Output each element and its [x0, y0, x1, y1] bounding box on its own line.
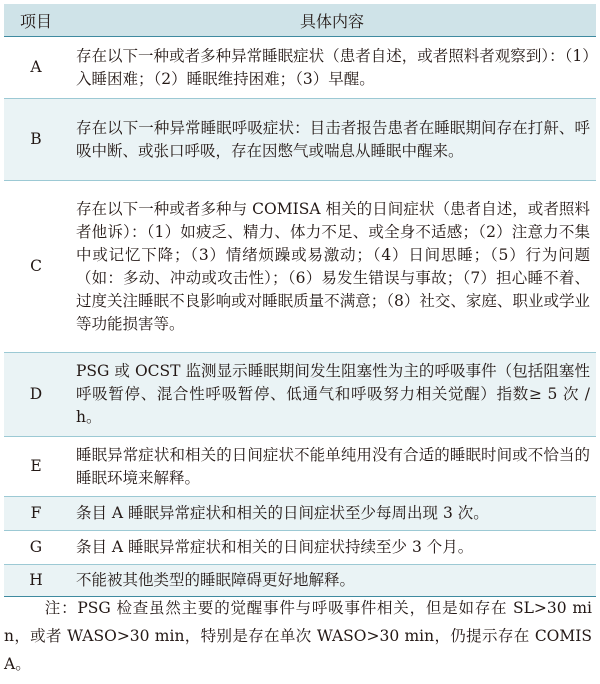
table-row	[4, 565, 596, 597]
row-content: 存在以下一种或者多种与 COMISA 相关的日间症状（患者自述，或者照料者他诉）：（1）如疲乏、精力、体力不足、或全身不适感；（2）注意力不集中或记忆下降；（3）情绪烦躁或易激动；（4）日间思睡；（5）行为问题（如：多动、冲动或攻击性）；（6）易发生错误与事故；（7）担心睡不着、过度关注睡眠不良影响或对睡眠质量不满意；（8）社交、家庭、职业或学业等功能损害等。	[68, 181, 596, 353]
row-content: 睡眠异常症状和相关的日间症状不能单纯用没有合适的睡眠时间或不恰当的睡眠环境来解释。	[68, 437, 596, 497]
row-item-label: E	[4, 437, 68, 497]
row-content: 条目 A 睡眠异常症状和相关的日间症状至少每周出现 3 次。	[68, 497, 596, 531]
note-text: 注：PSG 检查虽然主要的觉醒事件与呼吸事件相关，但是如存在 SL>30 min，或者 WASO>30 min，特别是存在单次 WASO>30 min，仍提示存在 COMISA。	[4, 599, 592, 673]
row-content: PSG 或 OCST 监测显示睡眠期间发生阻塞性为主的呼吸事件（包括阻塞性呼吸暂停、混合性呼吸暂停、低通气和呼吸努力相关觉醒）指数≥ 5 次 /h。	[68, 353, 596, 437]
row-item-label: C	[4, 181, 68, 353]
row-content: 存在以下一种异常睡眠呼吸症状：目击者报告患者在睡眠期间存在打鼾、呼吸中断、或张口呼吸，存在因憋气或喘息从睡眠中醒来。	[68, 99, 596, 181]
table-row	[4, 497, 596, 531]
row-item-label: B	[4, 99, 68, 181]
table-row	[4, 181, 596, 353]
row-content: 存在以下一种或者多种异常睡眠症状（患者自述，或者照料者观察到）：（1）入睡困难；（2）睡眠维持困难；（3）早醒。	[68, 37, 596, 99]
table-row	[4, 99, 596, 181]
row-content: 条目 A 睡眠异常症状和相关的日间症状持续至少 3 个月。	[68, 531, 596, 565]
table-row	[4, 37, 596, 99]
header-item: 项目	[4, 4, 68, 37]
row-item-label: H	[4, 565, 68, 597]
table-header-row	[4, 4, 596, 37]
table-row	[4, 437, 596, 497]
table-footnote	[4, 594, 592, 678]
row-item-label: G	[4, 531, 68, 565]
row-item-label: A	[4, 37, 68, 99]
table-row	[4, 353, 596, 437]
row-item-label: D	[4, 353, 68, 437]
table-row	[4, 531, 596, 565]
row-content: 不能被其他类型的睡眠障碍更好地解释。	[68, 565, 596, 597]
row-item-label: F	[4, 497, 68, 531]
criteria-table	[4, 4, 596, 597]
header-content: 具体内容	[68, 4, 596, 37]
